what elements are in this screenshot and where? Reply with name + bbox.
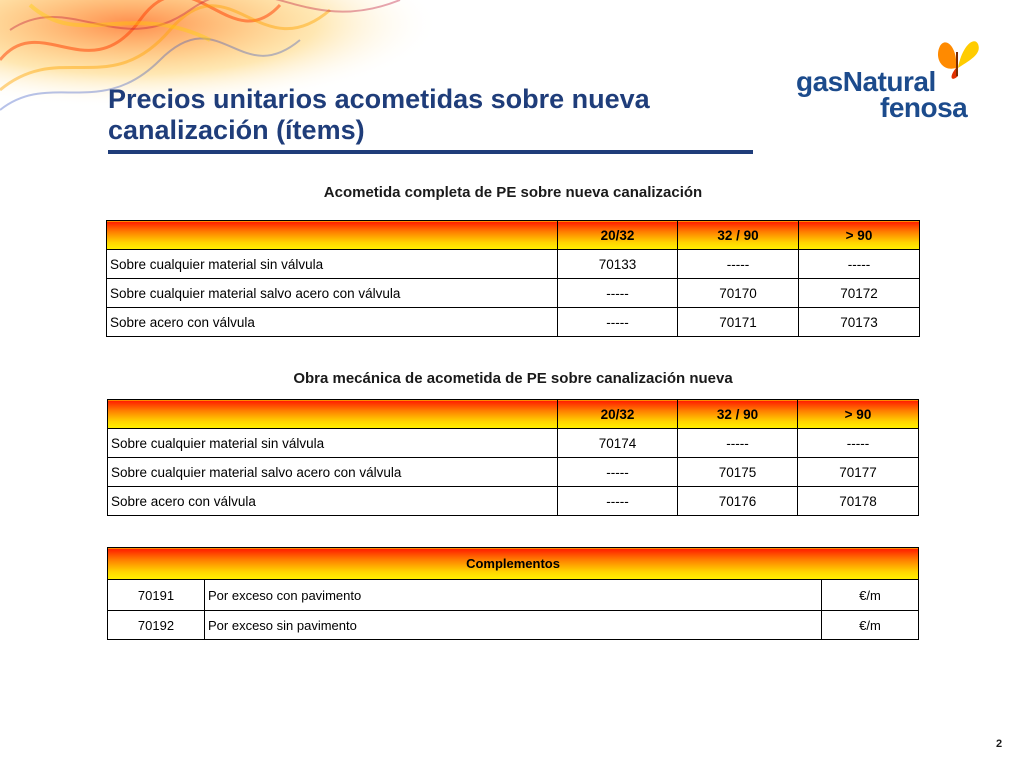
- table-cell: 70177: [798, 458, 919, 487]
- table-cell: €/m: [822, 611, 919, 640]
- row-label: Sobre cualquier material sin válvula: [107, 250, 558, 279]
- column-header: 32 / 90: [678, 221, 799, 250]
- page-number: 2: [996, 738, 1003, 750]
- logo-text-gasnatural: gasNatural: [796, 66, 936, 97]
- table-cell: 70175: [678, 458, 798, 487]
- column-header: > 90: [798, 400, 919, 429]
- column-header: 20/32: [558, 221, 678, 250]
- table-cell: 70178: [798, 487, 919, 516]
- table-cell: Por exceso con pavimento: [205, 580, 822, 611]
- table-cell: -----: [798, 429, 919, 458]
- column-header: [107, 221, 558, 250]
- table-header-row: [108, 400, 919, 429]
- table-row: [108, 429, 919, 458]
- table1-heading: Acometida completa de PE sobre nueva canalización: [323, 184, 703, 201]
- table-header-row: [108, 548, 919, 580]
- table-cell: -----: [678, 250, 799, 279]
- obra-mecanica-table: [107, 399, 919, 516]
- page-title-line1: Precios unitarios acometidas sobre nueva: [108, 84, 650, 114]
- complementos-table: [107, 547, 919, 640]
- table-cell: -----: [558, 458, 678, 487]
- row-label: Sobre cualquier material sin válvula: [108, 429, 558, 458]
- table-cell: 70172: [799, 279, 920, 308]
- table-cell: -----: [558, 308, 678, 337]
- page-title-line2: canalización (ítems): [108, 115, 365, 145]
- page-title: [108, 84, 748, 146]
- row-label: Sobre acero con válvula: [107, 308, 558, 337]
- table-row: [108, 580, 919, 611]
- table-cell: 70173: [799, 308, 920, 337]
- table2-heading: Obra mecánica de acometida de PE sobre canalización nueva: [293, 370, 733, 387]
- table-cell: 70170: [678, 279, 799, 308]
- row-label: Sobre cualquier material salvo acero con válvula: [108, 458, 558, 487]
- column-header: 32 / 90: [678, 400, 798, 429]
- table-cell: -----: [799, 250, 920, 279]
- table-row: [107, 250, 920, 279]
- table-row: [108, 487, 919, 516]
- table-cell: -----: [678, 429, 798, 458]
- company-logo: [796, 38, 996, 128]
- table-header-row: [107, 221, 920, 250]
- table-cell: Por exceso sin pavimento: [205, 611, 822, 640]
- table-row: [108, 611, 919, 640]
- table-cell: 70174: [558, 429, 678, 458]
- table-row: [107, 279, 920, 308]
- column-header: 20/32: [558, 400, 678, 429]
- complementos-header: Complementos: [108, 548, 919, 580]
- title-underline: [108, 150, 753, 154]
- table-cell: 70192: [108, 611, 205, 640]
- row-label: Sobre cualquier material salvo acero con válvula: [107, 279, 558, 308]
- table-row: [107, 308, 920, 337]
- table-cell: 70133: [558, 250, 678, 279]
- table-cell: €/m: [822, 580, 919, 611]
- table-cell: -----: [558, 279, 678, 308]
- logo-text-fenosa: fenosa: [880, 92, 968, 123]
- row-label: Sobre acero con válvula: [108, 487, 558, 516]
- table-cell: 70176: [678, 487, 798, 516]
- table-cell: 70171: [678, 308, 799, 337]
- table-cell: 70191: [108, 580, 205, 611]
- acometida-completa-table: [106, 220, 920, 337]
- table-cell: -----: [558, 487, 678, 516]
- column-header: [108, 400, 558, 429]
- column-header: > 90: [799, 221, 920, 250]
- butterfly-icon: [932, 38, 984, 82]
- table-row: [108, 458, 919, 487]
